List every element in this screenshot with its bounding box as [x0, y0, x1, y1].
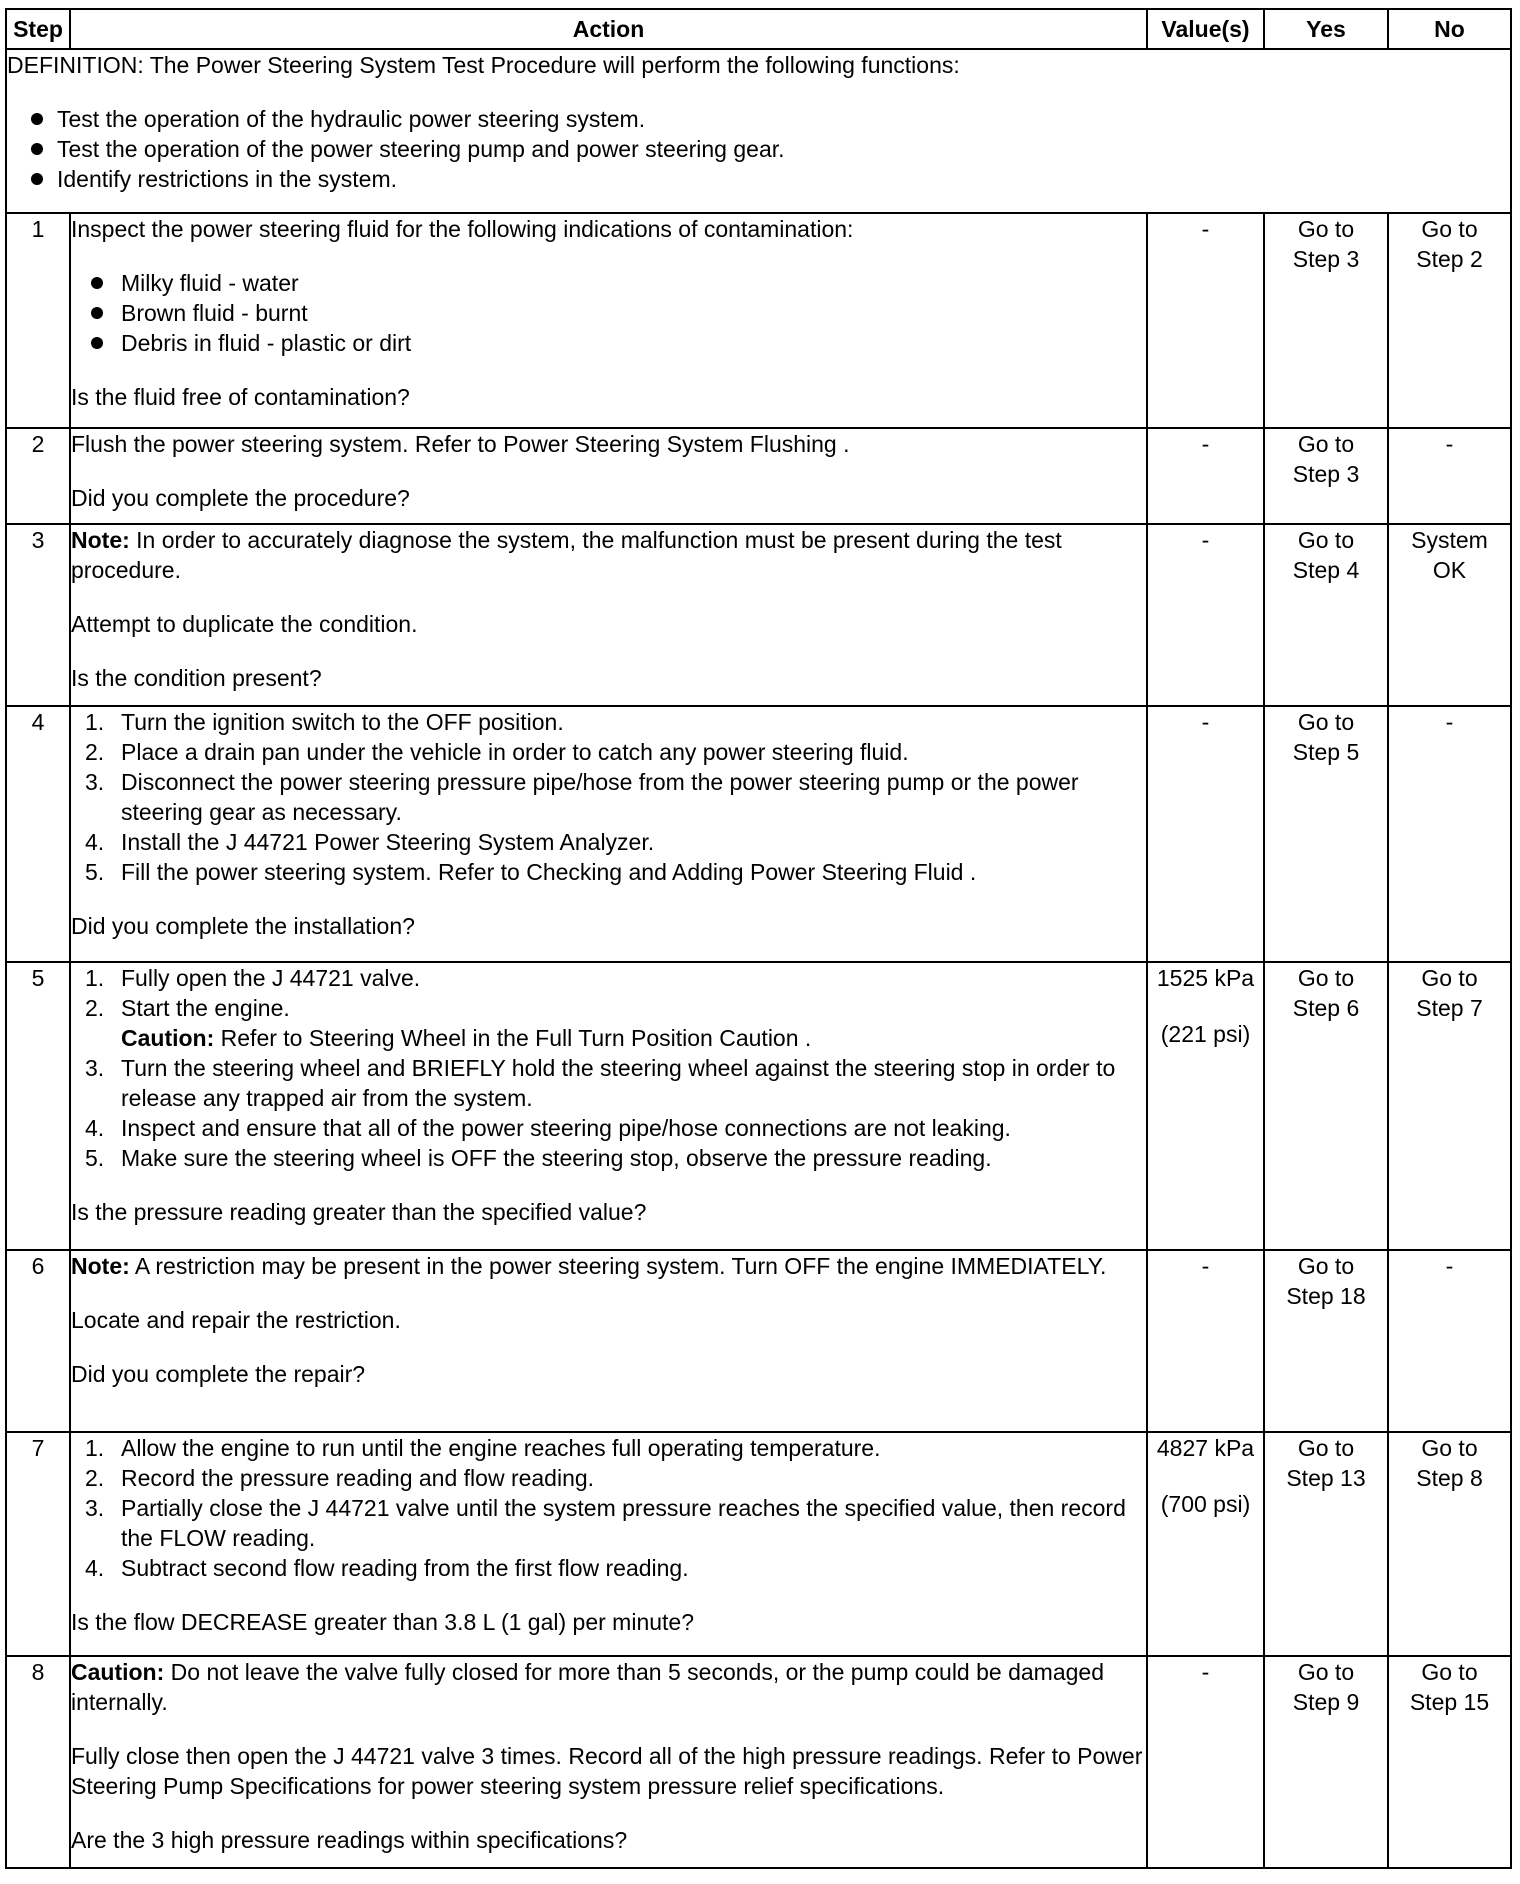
step-no: -	[1388, 706, 1511, 962]
action-question: Is the pressure reading greater than the specified value?	[71, 1199, 647, 1225]
step-value: -	[1147, 1656, 1264, 1868]
bullet-icon	[31, 113, 43, 125]
step-no: Go to Step 2	[1388, 213, 1511, 428]
step-row-5	[6, 962, 1511, 1250]
action-caution: Caution: Refer to Steering Wheel in the Full Turn Position Caution .	[121, 1025, 812, 1051]
step-action	[70, 706, 1147, 962]
step-row-2	[6, 428, 1511, 524]
definition-cell	[6, 49, 1511, 213]
action-question: Did you complete the repair?	[71, 1361, 366, 1387]
step-action	[70, 213, 1147, 428]
bullet-icon	[31, 173, 43, 185]
step-row-7	[6, 1432, 1511, 1656]
action-intro: Locate and repair the restriction.	[71, 1307, 401, 1333]
action-item: 3. Turn the steering wheel and BRIEFLY hold the steering wheel against the steering stop in order to release any trapped air from the system.	[85, 1055, 1116, 1111]
definition-bullet: Test the operation of the hydraulic power steering system.	[7, 104, 1510, 134]
action-note: Note: A restriction may be present in the power steering system. Turn OFF the engine IMMEDIATELY.	[71, 1253, 1107, 1279]
action-item: 4. Install the J 44721 Power Steering System Analyzer.	[85, 829, 655, 855]
action-note: Note: In order to accurately diagnose the system, the malfunction must be present during the test procedure.	[71, 527, 1062, 583]
step-number: 8	[6, 1656, 70, 1868]
step-value: -	[1147, 524, 1264, 706]
definition-row	[6, 49, 1511, 213]
action-question: Is the flow DECREASE greater than 3.8 L (1 gal) per minute?	[71, 1609, 695, 1635]
bullet-icon	[91, 307, 103, 319]
step-yes: Go to Step 6	[1264, 962, 1388, 1250]
step-action	[70, 1656, 1147, 1868]
action-intro: Inspect the power steering fluid for the following indications of contamination:	[71, 216, 854, 242]
step-number: 2	[6, 428, 70, 524]
step-value: -	[1147, 213, 1264, 428]
step-number: 5	[6, 962, 70, 1250]
step-row-4	[6, 706, 1511, 962]
action-item: 3. Partially close the J 44721 valve until the system pressure reaches the specified value, then record the FLOW reading.	[85, 1495, 1126, 1551]
header-values: Value(s)	[1147, 9, 1264, 49]
bullet-icon	[91, 277, 103, 289]
action-caution: Caution: Do not leave the valve fully closed for more than 5 seconds, or the pump could be damaged internally.	[71, 1659, 1104, 1715]
header-action: Action	[70, 9, 1147, 49]
action-item: 1. Fully open the J 44721 valve.	[85, 965, 421, 991]
step-yes: Go to Step 5	[1264, 706, 1388, 962]
action-question: Are the 3 high pressure readings within specifications?	[71, 1827, 628, 1853]
step-number: 6	[6, 1250, 70, 1432]
step-action	[70, 1250, 1147, 1432]
action-item: 3. Disconnect the power steering pressure pipe/hose from the power steering pump or the power steering gear as necessary.	[85, 769, 1079, 825]
step-yes: Go to Step 18	[1264, 1250, 1388, 1432]
action-item: 1. Turn the ignition switch to the OFF position.	[85, 709, 564, 735]
step-no: System OK	[1388, 524, 1511, 706]
step-no: Go to Step 7	[1388, 962, 1511, 1250]
step-value: 4827 kPa (700 psi)	[1147, 1432, 1264, 1656]
step-no: -	[1388, 428, 1511, 524]
step-value: -	[1147, 1250, 1264, 1432]
step-action	[70, 962, 1147, 1250]
step-action	[70, 1432, 1147, 1656]
action-question: Did you complete the installation?	[71, 913, 415, 939]
action-bullet: Milky fluid - water	[71, 268, 1146, 298]
definition-bullet: Identify restrictions in the system.	[7, 164, 1510, 194]
step-number: 4	[6, 706, 70, 962]
action-question: Did you complete the procedure?	[71, 485, 410, 511]
step-no: Go to Step 8	[1388, 1432, 1511, 1656]
action-question: Is the condition present?	[71, 665, 322, 691]
header-yes: Yes	[1264, 9, 1388, 49]
step-row-1	[6, 213, 1511, 428]
step-yes: Go to Step 13	[1264, 1432, 1388, 1656]
step-no: -	[1388, 1250, 1511, 1432]
header-row	[6, 9, 1511, 49]
step-row-6	[6, 1250, 1511, 1432]
step-value: -	[1147, 706, 1264, 962]
action-item: 5. Make sure the steering wheel is OFF the steering stop, observe the pressure reading.	[85, 1145, 992, 1171]
header-no: No	[1388, 9, 1511, 49]
step-action	[70, 428, 1147, 524]
action-item: 5. Fill the power steering system. Refer to Checking and Adding Power Steering Fluid .	[85, 859, 977, 885]
step-value: -	[1147, 428, 1264, 524]
step-number: 1	[6, 213, 70, 428]
definition-text: DEFINITION: The Power Steering System Test Procedure will perform the following functions:	[7, 52, 960, 78]
action-item: 2. Place a drain pan under the vehicle in order to catch any power steering fluid.	[85, 739, 909, 765]
action-item: 4. Inspect and ensure that all of the power steering pipe/hose connections are not leaking.	[85, 1115, 1011, 1141]
bullet-icon	[31, 143, 43, 155]
definition-bullet: Test the operation of the power steering pump and power steering gear.	[7, 134, 1510, 164]
procedure-table	[5, 8, 1512, 1869]
action-item: 1. Allow the engine to run until the engine reaches full operating temperature.	[85, 1435, 881, 1461]
procedure-sheet	[5, 8, 1510, 1875]
bullet-icon	[91, 337, 103, 349]
step-yes: Go to Step 3	[1264, 213, 1388, 428]
action-intro: Attempt to duplicate the condition.	[71, 611, 418, 637]
header-step: Step	[6, 9, 70, 49]
step-row-3	[6, 524, 1511, 706]
step-value: 1525 kPa (221 psi)	[1147, 962, 1264, 1250]
action-bullet: Debris in fluid - plastic or dirt	[71, 328, 1146, 358]
step-no: Go to Step 15	[1388, 1656, 1511, 1868]
step-number: 3	[6, 524, 70, 706]
action-intro: Flush the power steering system. Refer to Power Steering System Flushing .	[71, 431, 850, 457]
step-number: 7	[6, 1432, 70, 1656]
action-intro: Fully close then open the J 44721 valve 3 times. Record all of the high pressure readings. Refer to Power Steering Pump Specifications for power steering system pressure relief specifications.	[71, 1743, 1143, 1799]
step-row-8	[6, 1656, 1511, 1868]
step-yes: Go to Step 4	[1264, 524, 1388, 706]
action-item: 2. Record the pressure reading and flow reading.	[85, 1465, 595, 1491]
action-bullet: Brown fluid - burnt	[71, 298, 1146, 328]
action-item: 4. Subtract second flow reading from the first flow reading.	[85, 1555, 689, 1581]
step-yes: Go to Step 3	[1264, 428, 1388, 524]
action-question: Is the fluid free of contamination?	[71, 384, 410, 410]
action-item: 2. Start the engine.	[85, 995, 290, 1021]
step-yes: Go to Step 9	[1264, 1656, 1388, 1868]
step-action	[70, 524, 1147, 706]
